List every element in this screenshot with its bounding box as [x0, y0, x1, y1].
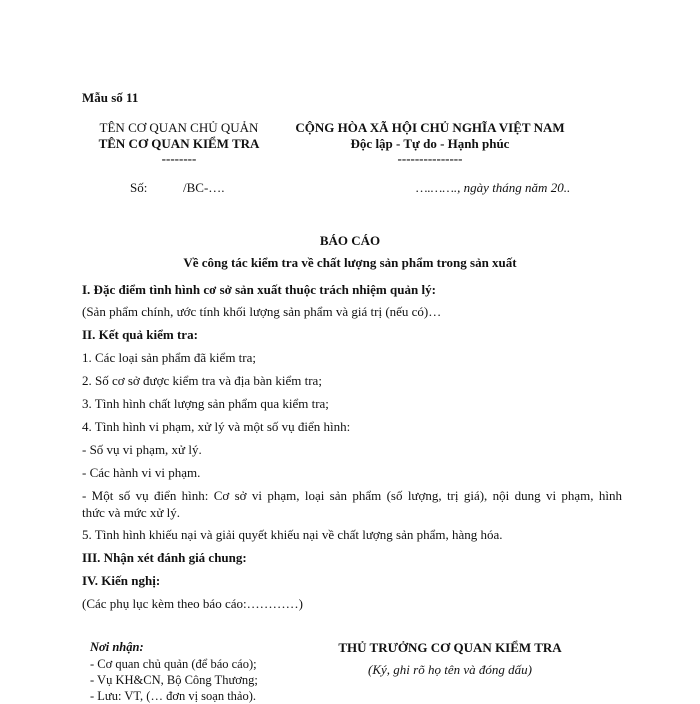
form-number: Mẫu số 11 — [82, 90, 139, 105]
section-2-heading: II. Kết quả kiểm tra: — [82, 327, 198, 342]
document-number-label: Số: — [130, 180, 148, 195]
document-date-line: ….……., ngày tháng năm 20.. — [416, 180, 571, 195]
section-4-heading: IV. Kiến nghị: — [82, 573, 161, 588]
recipient-item: - Vụ KH&CN, Bộ Công Thương; — [90, 673, 258, 687]
republic-name: CỘNG HÒA XÃ HỘI CHỦ NGHĨA VIỆT NAM — [295, 120, 565, 135]
motto-divider: --------------- — [397, 151, 463, 166]
document-subtitle: Về công tác kiểm tra về chất lượng sản phẩm trong sản xuất — [183, 255, 517, 270]
section-2-item: 1. Các loại sản phẩm đã kiểm tra; — [82, 350, 257, 365]
agency-inspect-name: TÊN CƠ QUAN KIỂM TRA — [98, 136, 260, 151]
section-2-item: - Các hành vi vi phạm. — [82, 465, 201, 480]
recipient-item: - Cơ quan chủ quản (để báo cáo); — [90, 657, 257, 671]
agency-header-left — [84, 120, 274, 166]
republic-header-right — [280, 120, 580, 166]
signature-title: THỦ TRƯỞNG CƠ QUAN KIỂM TRA — [338, 640, 562, 655]
section-2-item: 3. Tình hình chất lượng sản phẩm qua kiểm tra; — [82, 396, 329, 411]
agency-divider: -------- — [161, 151, 197, 166]
motto: Độc lập - Tự do - Hạnh phúc — [350, 136, 510, 151]
section-1-heading: I. Đặc điểm tình hình cơ sở sản xuất thuộc trách nhiệm quản lý: — [82, 282, 436, 297]
agency-parent-name: TÊN CƠ QUAN CHỦ QUẢN — [99, 120, 259, 135]
document-title: BÁO CÁO — [319, 233, 381, 248]
section-1-text: (Sản phẩm chính, ước tính khối lượng sản phẩm và giá trị (nếu có)… — [82, 304, 442, 319]
typical-cases-line-2: thức và mức xử lý. — [82, 505, 181, 520]
section-2-item: - Số vụ vi phạm, xử lý. — [82, 442, 202, 457]
recipients-label: Nơi nhận: — [90, 640, 144, 654]
section-2-typical-cases — [82, 488, 622, 521]
section-3-heading: III. Nhận xét đánh giá chung: — [82, 550, 247, 565]
typical-cases-line-1: - Một số vụ điển hình: Cơ sở vi phạm, loại sản phẩm (số lượng, trị giá), nội dung vi phạm, hình — [82, 488, 622, 503]
section-2-item-5: 5. Tình hình khiếu nại và giải quyết khiếu nại về chất lượng sản phẩm, hàng hóa. — [82, 527, 503, 542]
section-2-item: 2. Số cơ sở được kiểm tra và địa bàn kiểm tra; — [82, 373, 322, 388]
recipient-item: - Lưu: VT, (… đơn vị soạn thảo). — [90, 689, 257, 703]
document-number-code: /BC-…. — [183, 180, 225, 195]
signature-note: (Ký, ghi rõ họ tên và đóng dấu) — [368, 662, 532, 677]
appendix-note: (Các phụ lục kèm theo báo cáo:…………) — [82, 596, 303, 611]
section-2-item: 4. Tình hình vi phạm, xử lý và một số vụ điển hình: — [82, 419, 351, 434]
